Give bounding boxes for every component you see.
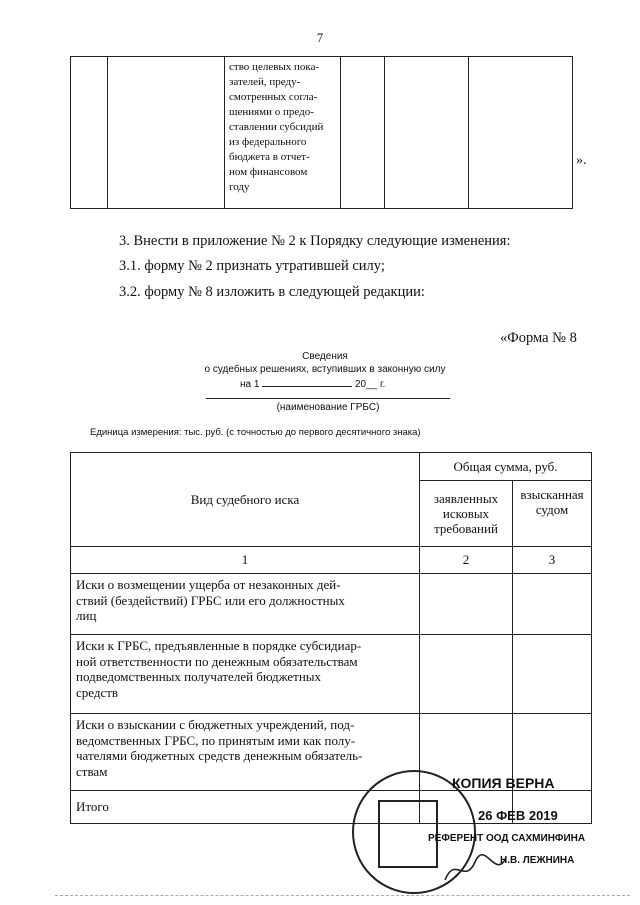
date-line <box>240 377 385 390</box>
table-cell <box>420 574 513 635</box>
date-blank <box>262 377 352 387</box>
table-row: Иски о взыскании с бюджетных учреждений, под- ведомственных ГРБС, по принятым ими как полу- чателями бюджетных средств денежным обязатель- ствам <box>71 714 420 791</box>
table-row: Иски к ГРБС, предъявленные в порядке субсидиар- ной ответственности по денежным обязательствам подведомственных получателей бюджетных средств <box>71 635 420 714</box>
date-year: 20__ г. <box>355 379 386 390</box>
page-number: 7 <box>316 30 324 45</box>
unit-caption: Единица измерения: тыс. руб. (с точностью до первого десятичного знака) <box>90 427 421 438</box>
table-cell <box>420 635 513 714</box>
num-3: 3 <box>513 547 592 574</box>
col1-header: Вид судебного иска <box>71 453 420 547</box>
form-title: Сведения <box>302 351 348 362</box>
table-cell <box>108 57 225 209</box>
copy-dept: РЕФЕРЕНТ ООД САХМИНФИНА <box>428 833 586 844</box>
table-cell <box>513 635 592 714</box>
num-2: 2 <box>420 547 513 574</box>
copy-name: Н.В. ЛЕЖНИНА <box>500 855 575 866</box>
col3-header: взысканная судом <box>513 481 592 547</box>
continuation-table <box>70 56 573 209</box>
closing-quote: ». <box>576 153 587 168</box>
grbs-line <box>206 398 450 399</box>
table-row: Иски о возмещении ущерба от незаконных дей- ствий (бездействий) ГРБС или его должностных лиц <box>71 574 420 635</box>
continuation-text: ство целевых пока- зателей, преду- смотренных согла- шениями о предо- ставлении субсидий из федерального бюджета в отчет- ном финансовом году <box>225 57 341 209</box>
total-row: Итого <box>71 791 420 824</box>
date-prefix: на 1 <box>240 379 260 390</box>
bottom-divider <box>55 895 630 896</box>
form-label: «Форма № 8 <box>500 330 577 346</box>
num-1: 1 <box>71 547 420 574</box>
table-cell <box>341 57 385 209</box>
paragraph-3: 3. Внести в приложение № 2 к Порядку следующие изменения: <box>119 233 511 249</box>
table-cell <box>385 57 469 209</box>
table-cell <box>469 57 573 209</box>
col2-header: заявленных исковых требований <box>420 481 513 547</box>
grbs-caption: (наименование ГРБС) <box>276 402 380 413</box>
sum-header: Общая сумма, руб. <box>420 453 592 481</box>
paragraph-3-1: 3.1. форму № 2 признать утратившей силу; <box>119 258 385 274</box>
court-cases-table <box>70 452 592 824</box>
paragraph-3-2: 3.2. форму № 8 изложить в следующей редакции: <box>119 284 425 300</box>
copy-date: 26 ФЕВ 2019 <box>478 808 558 823</box>
table-cell <box>71 57 108 209</box>
form-subtitle: о судебных решениях, вступивших в законную силу <box>204 364 446 375</box>
copy-verified: КОПИЯ ВЕРНА <box>452 775 555 791</box>
table-cell <box>513 574 592 635</box>
